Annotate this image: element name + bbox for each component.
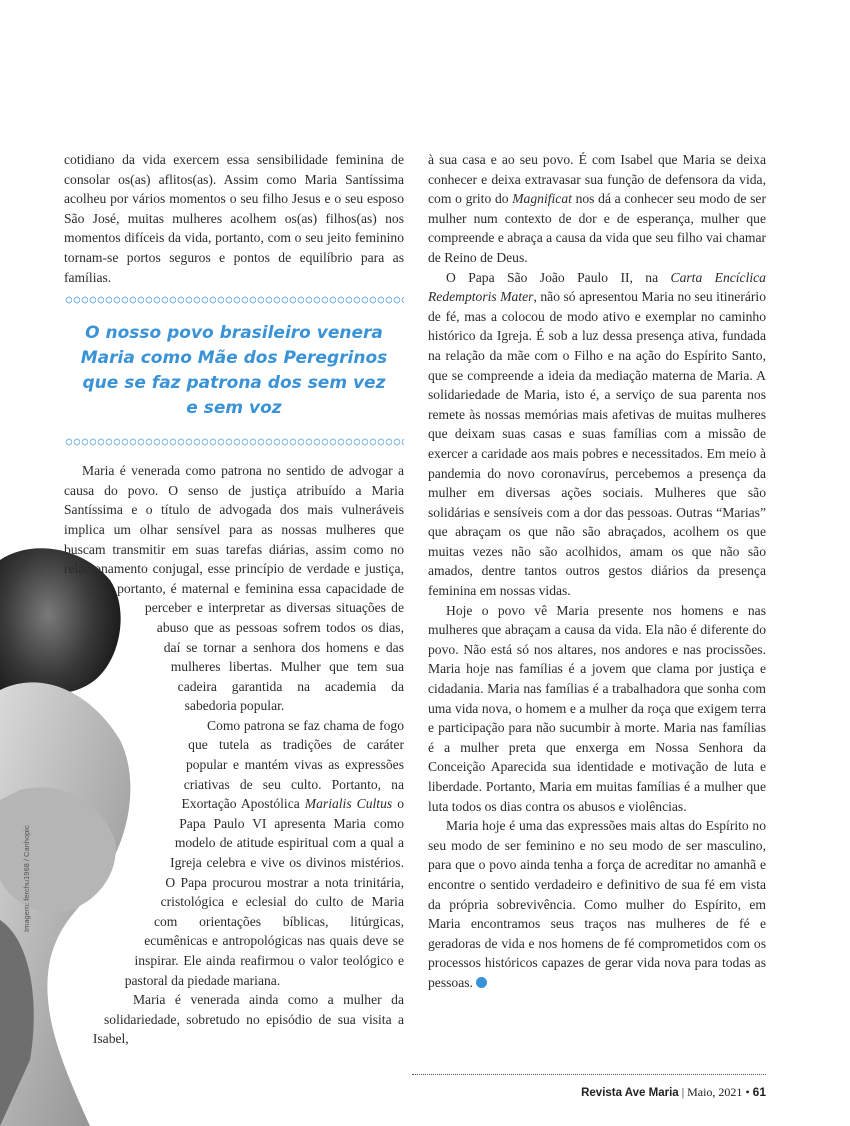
footer-divider xyxy=(412,1074,766,1075)
text-wrap-area xyxy=(64,461,404,1049)
page-footer xyxy=(412,1085,766,1100)
paragraph-continued: cotidiano da vida exercem essa sensibilidade feminina de consolar os(as) aflitos(as). Assim como Maria Santíssima acolheu por vários momentos o seu filho Jesus e o seu esposo São José, muitas mulheres acolhem os(as) filhos(as) nos momentos difíceis da vida, portanto, com o seu jeito feminino tornam-se portos seguros e pontos de equilíbrio para as famílias. xyxy=(64,152,404,285)
footer-separator: | xyxy=(681,1085,685,1099)
paragraph: Como patrona se faz chama de fogo que tutela as tradições de caráter popular e mantém vivas as expressões criativas de seu culto. Portanto, na Exortação Apostólica Marialis Cultus o Papa Paulo VI apresenta Maria como modelo de atitude espiritual com a qual a Igreja celebra e vive os divinos mistérios. O Papa procurou mostrar a nota trinitária, cristológica e eclesial do culto de Maria com orientações bíblicas, litúrgicas, ecumênicas e antropológicas nas quais deve se inspirar. Ele ainda reafirmou o valor teológico e pastoral da piedade mariana. xyxy=(124,717,404,988)
footer-bullet: • xyxy=(745,1085,750,1099)
magazine-name: Revista Ave Maria xyxy=(581,1087,679,1099)
paragraph: O Papa São João Paulo II, na Carta Encíclica Redemptoris Mater, não só apresentou Maria no seu itinerário de fé, mas a colocou de modo ativo e exemplar no caminho histórico da Igreja. É sob a luz dessa presença ativa, fundada na relação da mãe com o Filho e na ação do Espírito Santo, que se compreende a ideia da mediação materna de Maria. A solidariedade de Maria, isto é, a serviço de sua parenta nos remete às nossas memórias mais afetivas de muitas mulheres que deixam suas casas e suas famílias com a missão de exercer a caridade aos mais pobres e necessitados. Em meio à pandemia do novo coronavírus, percebemos a presença da mulher em diversas ações sociais. Mulheres que são solidárias e sensíveis com a dor das pessoas. Outras “Marias” que abraçam os que não são abraçados, acolhem os que muitas vezes não são acolhidos, amam os que não são amados, dentre tantos outros gestos diários da presença feminina em nossas vidas. xyxy=(428,269,766,599)
callout-divider-bottom xyxy=(64,437,404,447)
paragraph: Hoje o povo vê Maria presente nos homens e nas mulheres que abraçam a causa da vida. Ela não é diferente do povo. Não está só nos altares, nos andores e nas procissões. Maria hoje nas famílias é a jovem que clama por justiça e cidadania. Maria nas famílias é a trabalhadora que sonha com uma vida nova, o homem e a mulher da roça que exigem terra e participação para não sucumbir à morte. Maria nas famílias é a mulher preta que enxerga em Nossa Senhora da Conceição Aparecida sua identidade e motivação de luta e liberdade. Portanto, Maria em muitas famílias é a mulher que luta todos os dias contra os abusos e violências. xyxy=(428,602,766,814)
left-column xyxy=(64,150,404,1049)
italic-title: Carta Encíclica Redemptoris Mater xyxy=(428,269,766,305)
end-dot-icon xyxy=(476,977,487,988)
paragraph-final: Maria hoje é uma das expressões mais altas do Espírito no seu modo de ser feminino e no seu modo de ser masculino, para que o povo ainda tenha a força de acreditar no amanhã e encontre o sentido verdadeiro e definitivo de sua fé em vista da própria sobrevivência. Como mulher do Espírito, em Maria encontramos seus traços nas mulheres de fé e geradoras de vida e nos homens de fé comprometidos com os processos históricos capazes de gerar vida nova para todas as pessoas. xyxy=(428,818,766,990)
page-number: 61 xyxy=(752,1085,766,1099)
paragraph-continued: à sua casa e ao seu povo. É com Isabel que Maria se deixa conhecer e deixa extravasar sua função de defensora da vida, com o grito do Magnificat nos dá a conhecer seu modo de ser mulher num contexto de dor e de esperança, mulher que compreende e abraça a causa da vida que seu filho vai chamar de Reino de Deus. xyxy=(428,152,766,265)
paragraph: Maria é venerada ainda como a mulher da solidariedade, sobretudo no episódio de sua visita a Isabel, xyxy=(92,992,404,1047)
paragraph: Maria é venerada como patrona no sentido de advogar a causa do povo. O senso de justiça atribuído a Maria Santíssima e o título de advogada dos mais vulneráveis implica um olhar sensível para as nossas mulheres que buscam transmitir em suas tarefas diárias, assim como no relacionamento conjugal, esse princípio de verdade e justiça, portanto, é maternal e feminina essa capacidade de perceber e interpretar as diversas situações de abuso que as pessoas sofrem todos os dias, daí se tornar a senhora dos homens e das mulheres libertas. Mulher que tem sua cadeira garantida na academia da sabedoria popular. xyxy=(64,463,404,714)
callout-divider-top xyxy=(64,295,404,305)
italic-title: Marialis Cultus xyxy=(304,796,393,812)
issue-date: Maio, 2021 xyxy=(687,1085,743,1099)
right-column xyxy=(428,150,766,993)
pull-quote: O nosso povo brasileiro venera Maria como Mãe dos Peregrinos que se faz patrona dos sem vez e sem voz xyxy=(80,323,388,419)
italic-title: Magnificat xyxy=(512,191,572,207)
image-credit: Imagem: ferchu1968 / Canhopic xyxy=(22,825,31,932)
